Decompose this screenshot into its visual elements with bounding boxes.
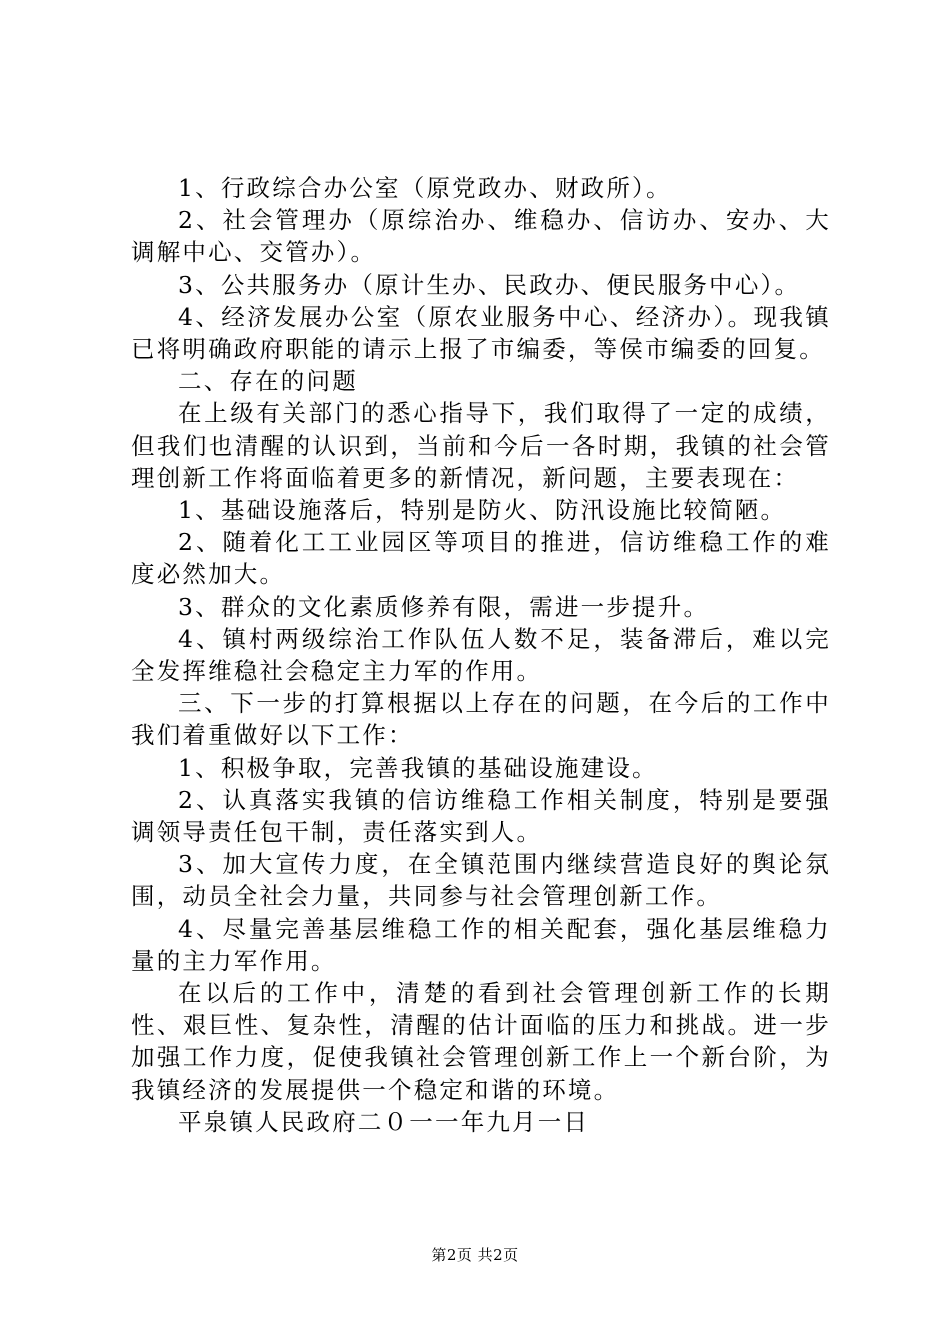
paragraph-conclusion: 在以后的工作中，清楚的看到社会管理创新工作的长期性、艰巨性、复杂性，清醒的估计面临的压力和挑战。进一步加强工作力度，促使我镇社会管理创新工作上一个新台阶，为我镇经济的发展提供一个稳定和谐的环境。 bbox=[131, 979, 831, 1104]
paragraph-problem-2: 2、随着化工工业园区等项目的推进，信访维稳工作的难度必然加大。 bbox=[131, 528, 831, 589]
paragraph-problem-1: 1、基础设施落后，特别是防火、防汛设施比较简陋。 bbox=[178, 496, 787, 525]
paragraph-problem-3: 3、群众的文化素质修养有限，需进一步提升。 bbox=[178, 592, 710, 621]
section-heading-problems: 二、存在的问题 bbox=[178, 367, 358, 396]
paragraph-plan-2: 2、认真落实我镇的信访维稳工作相关制度，特别是要强调领导责任包干制，责任落实到人。 bbox=[131, 785, 831, 847]
paragraph-item-4-economic-office: 4、经济发展办公室（原农业服务中心、经济办）。现我镇已将明确政府职能的请示上报了市编委，等侯市编委的回复。 bbox=[131, 302, 831, 364]
page-number-footer: 第2页 共2页 bbox=[431, 1246, 519, 1264]
paragraph-item-2-social-management: 2、社会管理办（原综治办、维稳办、信访办、安办、大调解中心、交管办）。 bbox=[131, 206, 831, 267]
section-heading-next-steps: 三、下一步的打算根据以上存在的问题，在今后的工作中我们着重做好以下工作： bbox=[131, 689, 831, 750]
paragraph-problems-intro: 在上级有关部门的悉心指导下，我们取得了一定的成绩，但我们也清醒的认识到，当前和今后一各时期，我镇的社会管理创新工作将面临着更多的新情况，新问题，主要表现在： bbox=[131, 399, 831, 492]
paragraph-plan-3: 3、加大宣传力度，在全镇范围内继续营造良好的舆论氛围，动员全社会力量，共同参与社会管理创新工作。 bbox=[131, 850, 831, 911]
signature-line: 平泉镇人民政府二０一一年九月一日 bbox=[178, 1107, 590, 1136]
paragraph-plan-4: 4、尽量完善基层维稳工作的相关配套，强化基层维稳力量的主力军作用。 bbox=[131, 914, 831, 975]
paragraph-problem-4: 4、镇村两级综治工作队伍人数不足，装备滞后，难以完全发挥维稳社会稳定主力军的作用。 bbox=[131, 624, 831, 686]
document-body bbox=[131, 172, 831, 1138]
paragraph-item-1-admin-office: 1、行政综合办公室（原党政办、财政所）。 bbox=[178, 174, 672, 202]
paragraph-plan-1: 1、积极争取，完善我镇的基础设施建设。 bbox=[178, 753, 658, 782]
paragraph-item-3-public-service: 3、公共服务办（原计生办、民政办、便民服务中心）。 bbox=[178, 270, 801, 299]
